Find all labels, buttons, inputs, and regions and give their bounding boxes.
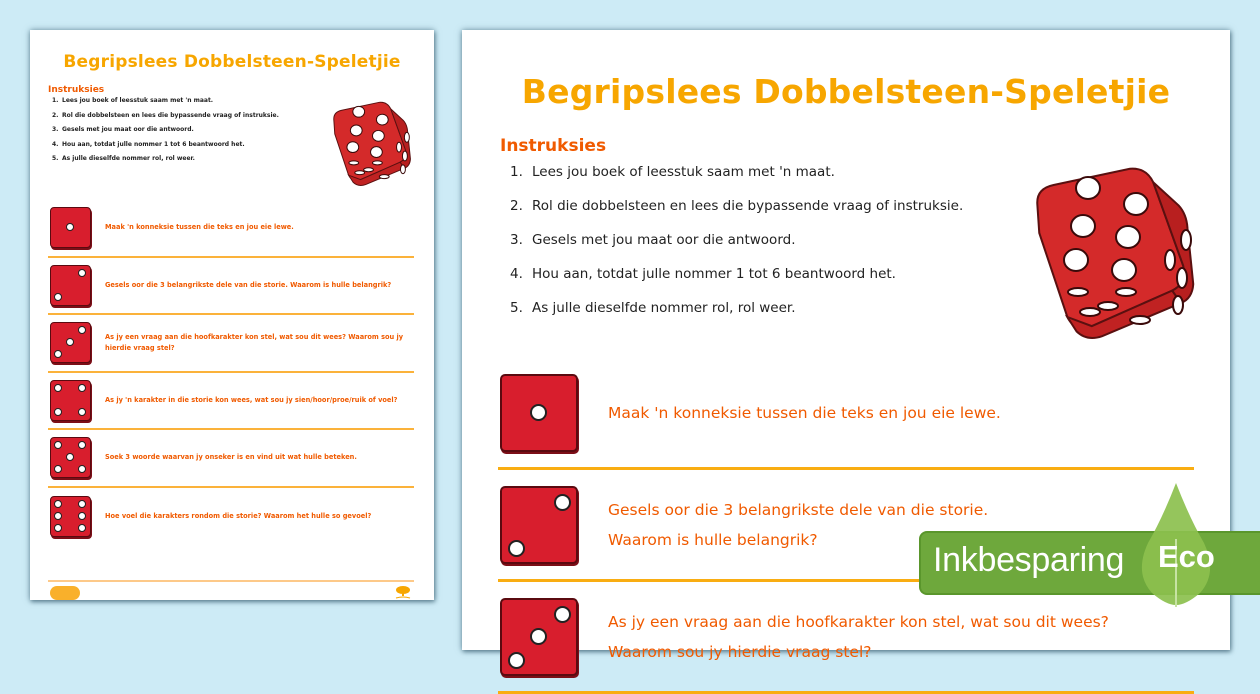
dice-illustration-icon (1028, 160, 1198, 335)
instruction-item: 5. As julle dieselfde nommer rol, rol weer. (52, 155, 195, 162)
worksheet-title: Begripslees Dobbelsteen-Speletjie (521, 72, 1171, 111)
worksheet-thumbnail[interactable] (30, 30, 434, 600)
instruction-item: 2. Rol die dobbelsteen en lees die bypassende vraag of instruksie. (52, 111, 279, 119)
ink-saving-label: Inkbesparing (933, 541, 1125, 579)
instruction-item: 1. Lees jou boek of leesstuk saam met 'n maat. (52, 97, 214, 104)
question-row (48, 200, 414, 258)
question-text: Soek 3 woorde waarvan jy onseker is en vind uit wat hulle beteken. (105, 453, 357, 462)
die-face-6-icon (50, 496, 91, 537)
question-row (48, 373, 414, 431)
question-row (498, 358, 1194, 470)
question-text: As jy een vraag aan die hoofkarakter kon stel, wat sou dit wees? Waarom sou jy hierdie vraag stel? (608, 612, 1109, 661)
instructions-heading: Instruksies (500, 136, 607, 156)
die-face-2-icon (500, 486, 578, 564)
instruction-item: 5. As julle dieselfde nommer rol, rol weer. (510, 300, 796, 316)
die-face-3-icon (500, 598, 578, 676)
question-list (498, 358, 1194, 694)
question-text: As jy 'n karakter in die storie kon wees, wat sou jy sien/hoor/proe/ruik of voel? (105, 395, 398, 404)
die-face-2-icon (50, 265, 91, 306)
question-text: As jy een vraag aan die hoofkarakter kon stel, wat sou dit wees? Waarom sou jy hierdie vraag stel? (105, 332, 404, 352)
eco-label: Eco (1158, 539, 1215, 574)
question-row (48, 258, 414, 316)
question-text: Gesels oor die 3 belangrikste dele van die storie. Waarom is hulle belangrik? (608, 500, 989, 549)
instruction-item: 4. Hou aan, totdat julle nommer 1 tot 6 beantwoord het. (52, 140, 245, 148)
instruction-item: 4. Hou aan, totdat julle nommer 1 tot 6 beantwoord het. (510, 266, 896, 282)
question-row (498, 582, 1194, 694)
instructions-list (510, 164, 963, 334)
dice-illustration-icon (328, 98, 414, 184)
question-row (48, 315, 414, 373)
question-text: Maak 'n konneksie tussen die teks en jou eie lewe. (105, 223, 294, 232)
die-face-5-icon (50, 437, 91, 478)
question-list (48, 200, 414, 545)
question-row (48, 488, 414, 546)
question-text: Hoe voel die karakters rondom die storie? Waarom het hulle so gevoel? (105, 511, 372, 520)
worksheet-title: Begripslees Dobbelsteen-Speletjie (63, 52, 401, 72)
die-face-4-icon (50, 380, 91, 421)
die-face-1-icon (50, 207, 91, 248)
instruction-item: 3. Gesels met jou maat oor die antwoord. (52, 126, 194, 133)
instruction-item: 1. Lees jou boek of leesstuk saam met 'n maat. (510, 164, 835, 180)
page-footer (48, 580, 414, 600)
tree-logo-icon (394, 584, 412, 600)
instruction-item: 2. Rol die dobbelsteen en lees die bypassende vraag of instruksie. (510, 198, 964, 214)
instructions-heading: Instruksies (48, 85, 105, 95)
instruction-item: 3. Gesels met jou maat oor die antwoord. (510, 232, 796, 248)
brand-logo-icon (50, 586, 80, 600)
question-row (48, 430, 414, 488)
instructions-list (52, 97, 279, 170)
die-face-1-icon (500, 374, 578, 452)
die-face-3-icon (50, 322, 91, 363)
question-text: Maak 'n konneksie tussen die teks en jou eie lewe. (608, 403, 1001, 422)
question-text: Gesels oor die 3 belangrikste dele van die storie. Waarom is hulle belangrik? (105, 280, 392, 289)
